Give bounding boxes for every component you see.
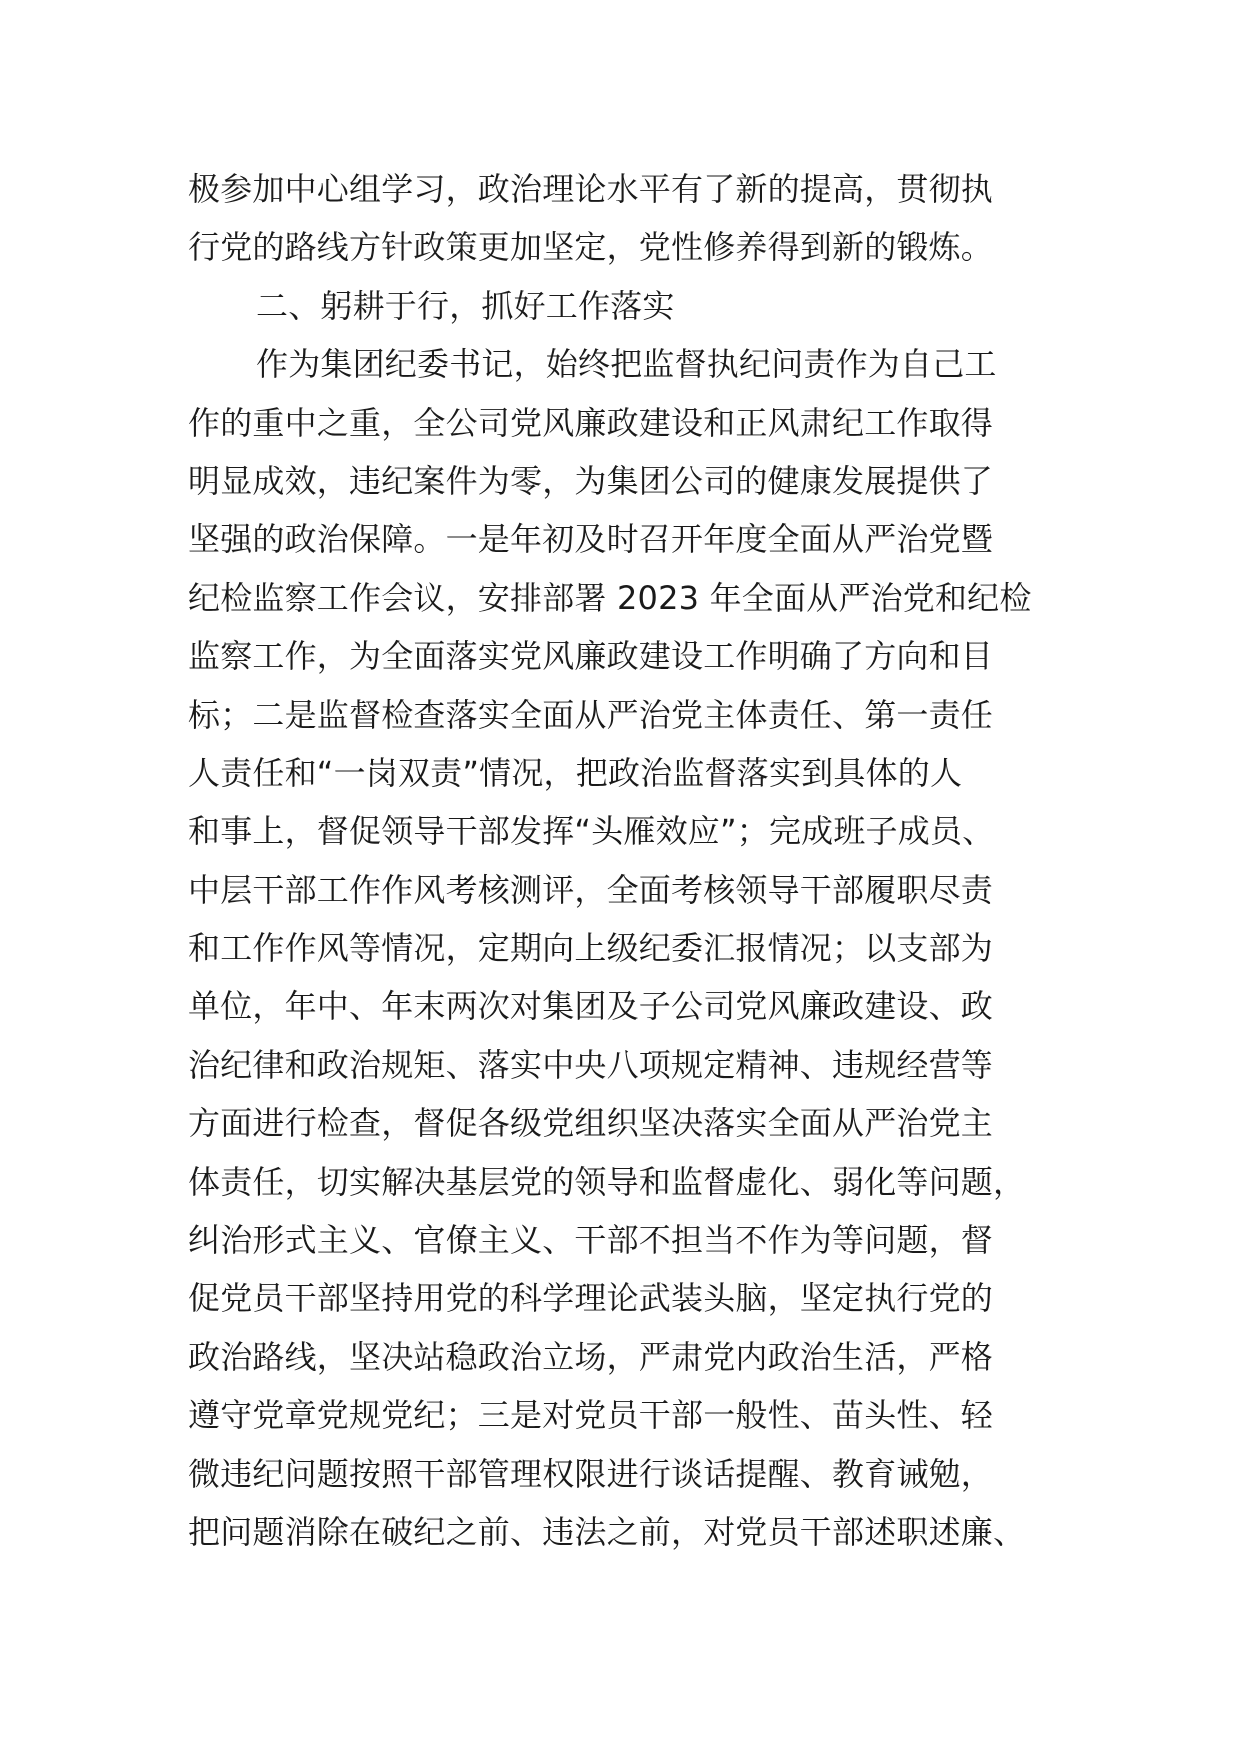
text-line: 纠治形式主义、官僚主义、干部不担当不作为等问题，督: [188, 1221, 994, 1260]
text-line: 明显成效，违纪案件为零，为集团公司的健康发展提供了: [188, 461, 994, 500]
text-line: 纪检监察工作会议，安排部署 2023 年全面从严治党和纪检: [188, 578, 1032, 617]
text-line: 单位，年中、年末两次对集团及子公司党风廉政建设、政: [188, 987, 994, 1026]
text-line: 标；二是监督检查落实全面从严治党主体责任、第一责任: [188, 695, 994, 734]
text-line: 极参加中心组学习，政治理论水平有了新的提高，贯彻执: [188, 170, 994, 208]
text-line: 坚强的政治保障。一是年初及时召开年度全面从严治党暨: [188, 520, 994, 559]
document-body: [188, 160, 1068, 1561]
text-line: 微违纪问题按照干部管理权限进行谈话提醒、教育诫勉，: [188, 1454, 994, 1493]
text-line: 和事上，督促领导干部发挥“头雁效应”；完成班子成员、: [188, 812, 995, 851]
paragraph-first-line: 作为集团纪委书记，始终把监督执纪问责作为自己工: [256, 345, 997, 384]
text-line: 行党的路线方针政策更加坚定，党性修养得到新的锻炼。: [188, 228, 994, 267]
text-line: 政治路线，坚决站稳政治立场，严肃党内政治生活，严格: [188, 1337, 994, 1376]
text-line: 促党员干部坚持用党的科学理论武装头脑，坚定执行党的: [188, 1279, 994, 1318]
text-line: 人责任和“一岗双责”情况，把政治监督落实到具体的人: [188, 753, 963, 792]
text-line: 中层干部工作作风考核测评，全面考核领导干部履职尽责: [188, 870, 994, 909]
text-line: 体责任，切实解决基层党的领导和监督虚化、弱化等问题，: [188, 1162, 1026, 1201]
text-line: 方面进行检查，督促各级党组织坚决落实全面从严治党主: [188, 1104, 994, 1143]
text-line: 监察工作，为全面落实党风廉政建设工作明确了方向和目: [188, 637, 994, 676]
section-heading: 二、躬耕于行，抓好工作落实: [256, 286, 675, 325]
text-line: 治纪律和政治规矩、落实中央八项规定精神、违规经营等: [188, 1045, 994, 1084]
text-line: 和工作作风等情况，定期向上级纪委汇报情况；以支部为: [188, 929, 994, 968]
text-line: 作的重中之重，全公司党风廉政建设和正风肃纪工作取得: [188, 403, 994, 442]
text-line: 把问题消除在破纪之前、违法之前，对党员干部述职述廉、: [188, 1512, 1026, 1551]
text-line: 遵守党章党规党纪；三是对党员干部一般性、苗头性、轻: [188, 1396, 994, 1435]
